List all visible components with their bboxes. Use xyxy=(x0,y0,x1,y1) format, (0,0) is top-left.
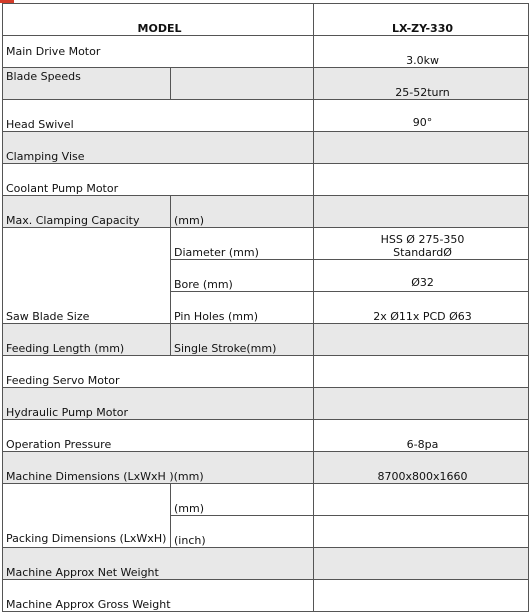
feeding-length-value xyxy=(314,324,529,356)
max-clamping-value xyxy=(314,196,529,228)
gross-weight-label: Machine Approx Gross Weight xyxy=(3,580,314,612)
machine-dimensions-label: Machine Dimensions (LxWxH )(mm) xyxy=(3,452,314,484)
coolant-pump-motor-label: Coolant Pump Motor xyxy=(3,164,314,196)
saw-blade-pin-holes-value: 2x Ø11x PCD Ø63 xyxy=(314,292,529,324)
saw-blade-bore-value: Ø32 xyxy=(314,260,529,292)
head-swivel-value: 90° xyxy=(314,100,529,132)
saw-blade-diameter-label: Diameter (mm) xyxy=(171,228,314,260)
clamping-vise-label: Clamping Vise xyxy=(3,132,314,164)
table-row xyxy=(3,484,529,516)
hydraulic-pump-motor-label: Hydraulic Pump Motor xyxy=(3,388,314,420)
head-swivel-label: Head Swivel xyxy=(3,100,314,132)
saw-blade-diameter-line2: StandardØ xyxy=(393,246,452,259)
packing-dimensions-value-mm xyxy=(314,484,529,516)
saw-blade-bore-label: Bore (mm) xyxy=(171,260,314,292)
net-weight-value xyxy=(314,548,529,580)
model-header: MODEL xyxy=(3,4,314,36)
feeding-servo-motor-value xyxy=(314,356,529,388)
saw-blade-pin-holes-label: Pin Holes (mm) xyxy=(171,292,314,324)
feeding-length-sub: Single Stroke(mm) xyxy=(171,324,314,356)
coolant-pump-motor-value xyxy=(314,164,529,196)
max-clamping-unit: (mm) xyxy=(171,196,314,228)
operation-pressure-value: 6-8pa xyxy=(314,420,529,452)
gross-weight-value xyxy=(314,580,529,612)
saw-blade-diameter-line1: HSS Ø 275-350 xyxy=(380,233,465,246)
saw-blade-diameter-value xyxy=(314,228,529,260)
table-header-row xyxy=(3,4,529,36)
table-row xyxy=(3,356,529,388)
table-row xyxy=(3,68,529,100)
packing-dimensions-unit-inch: (inch) xyxy=(171,516,314,548)
hydraulic-pump-motor-value xyxy=(314,388,529,420)
table-row xyxy=(3,324,529,356)
main-drive-motor-label: Main Drive Motor xyxy=(3,36,314,68)
table-row xyxy=(3,228,529,260)
table-row xyxy=(3,100,529,132)
machine-dimensions-value: 8700x800x1660 xyxy=(314,452,529,484)
table-row xyxy=(3,580,529,612)
saw-blade-size-label: Saw Blade Size xyxy=(3,228,171,324)
blade-speeds-sub xyxy=(171,68,314,100)
packing-dimensions-unit-mm: (mm) xyxy=(171,484,314,516)
operation-pressure-label: Operation Pressure xyxy=(3,420,314,452)
blade-speeds-label: Blade Speeds xyxy=(3,68,171,100)
feeding-length-label: Feeding Length (mm) xyxy=(3,324,171,356)
max-clamping-label: Max. Clamping Capacity xyxy=(3,196,171,228)
table-row xyxy=(3,132,529,164)
feeding-servo-motor-label: Feeding Servo Motor xyxy=(3,356,314,388)
table-row xyxy=(3,196,529,228)
table-row xyxy=(3,548,529,580)
packing-dimensions-label: Packing Dimensions (LxWxH) xyxy=(3,484,171,548)
clamping-vise-value xyxy=(314,132,529,164)
net-weight-label: Machine Approx Net Weight xyxy=(3,548,314,580)
model-value: LX-ZY-330 xyxy=(314,4,529,36)
spec-table xyxy=(2,3,529,612)
table-row xyxy=(3,452,529,484)
packing-dimensions-value-inch xyxy=(314,516,529,548)
table-row xyxy=(3,388,529,420)
blade-speeds-value: 25-52turn xyxy=(314,68,529,100)
table-row xyxy=(3,420,529,452)
table-row xyxy=(3,164,529,196)
table-row xyxy=(3,36,529,68)
main-drive-motor-value: 3.0kw xyxy=(314,36,529,68)
